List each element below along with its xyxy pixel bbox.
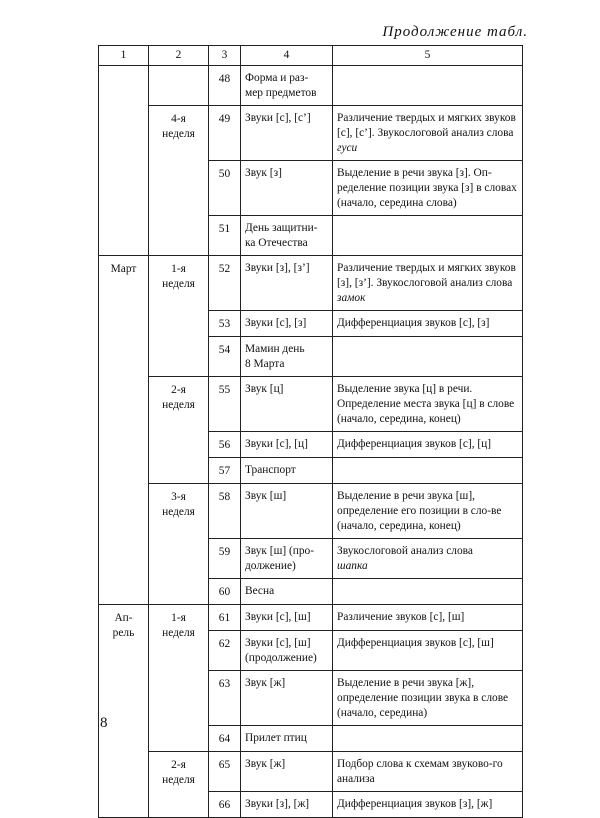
- week-cell: 1-я неделя: [149, 256, 209, 377]
- lesson-task: [333, 539, 523, 579]
- month-cell: Ап- рель: [99, 605, 149, 818]
- header-col-3: 3: [209, 46, 241, 66]
- table-row: [99, 256, 523, 311]
- lesson-topic: Звук [з]: [241, 161, 333, 216]
- lesson-topic: Звуки [с], [ш] (продолжение): [241, 631, 333, 671]
- lesson-topic: Мамин день 8 Марта: [241, 337, 333, 377]
- lesson-number: 57: [209, 458, 241, 484]
- month-cell: Март: [99, 256, 149, 605]
- lesson-task: Выделение звука [ц] в речи. Определение места звука [ц] в слове (начало, середина, конец): [333, 377, 523, 432]
- lesson-topic: Звук [ц]: [241, 377, 333, 432]
- lesson-number: 63: [209, 671, 241, 726]
- lesson-number: 65: [209, 752, 241, 792]
- lesson-topic: Звуки [с], [з]: [241, 311, 333, 337]
- lesson-number: 64: [209, 726, 241, 752]
- lesson-topic: Транспорт: [241, 458, 333, 484]
- lesson-topic: Звук [ж]: [241, 671, 333, 726]
- lesson-task: Подбор слова к схемам звуково-го анализа: [333, 752, 523, 792]
- task-word: замок: [337, 292, 366, 304]
- week-cell: 2-я неделя: [149, 752, 209, 818]
- lesson-topic: Звук [ж]: [241, 752, 333, 792]
- lesson-task: Дифференциация звуков [с], [ш]: [333, 631, 523, 671]
- lesson-plan-table: [98, 45, 523, 818]
- lesson-task: [333, 106, 523, 161]
- lesson-number: 55: [209, 377, 241, 432]
- lesson-task: Различение звуков [с], [ш]: [333, 605, 523, 631]
- week-cell: 4-я неделя: [149, 106, 209, 256]
- table-row: [99, 377, 523, 432]
- week-cell: 2-я неделя: [149, 377, 209, 484]
- lesson-task: Дифференциация звуков [с], [з]: [333, 311, 523, 337]
- lesson-task: [333, 726, 523, 752]
- lesson-topic: День защитни- ка Отечества: [241, 216, 333, 256]
- header-col-5: 5: [333, 46, 523, 66]
- task-text: Различение твердых и мягких звуков [с], [с’]. Звукослоговой анализ слова: [337, 112, 516, 139]
- task-word: шапка: [337, 560, 368, 572]
- lesson-number: 59: [209, 539, 241, 579]
- lesson-task: Дифференциация звуков [з], [ж]: [333, 792, 523, 818]
- lesson-topic: Звуки [з], [ж]: [241, 792, 333, 818]
- header-col-2: 2: [149, 46, 209, 66]
- header-row: [99, 46, 523, 66]
- lesson-topic: Звук [ш]: [241, 484, 333, 539]
- header-col-4: 4: [241, 46, 333, 66]
- task-text: Звукослоговой анализ слова: [337, 545, 473, 557]
- lesson-number: 58: [209, 484, 241, 539]
- month-cell-empty: [99, 66, 149, 256]
- lesson-topic: Звуки [с], [ш]: [241, 605, 333, 631]
- week-cell: 3-я неделя: [149, 484, 209, 605]
- week-cell: 1-я неделя: [149, 605, 209, 752]
- header-col-1: 1: [99, 46, 149, 66]
- lesson-topic: Звуки [с], [с’]: [241, 106, 333, 161]
- lesson-task: [333, 579, 523, 605]
- table-row: [99, 66, 523, 106]
- lesson-number: 66: [209, 792, 241, 818]
- lesson-task: [333, 256, 523, 311]
- table-row: [99, 605, 523, 631]
- lesson-number: 53: [209, 311, 241, 337]
- lesson-number: 60: [209, 579, 241, 605]
- lesson-task: Выделение в речи звука [ш], определение его позиции в сло-ве (начало, середина, конец): [333, 484, 523, 539]
- page-number: 8: [100, 715, 108, 731]
- lesson-task: [333, 458, 523, 484]
- lesson-topic: Звуки [с], [ц]: [241, 432, 333, 458]
- task-word: гуси: [337, 142, 358, 154]
- week-cell-empty: [149, 66, 209, 106]
- lesson-number: 48: [209, 66, 241, 106]
- lesson-number: 62: [209, 631, 241, 671]
- lesson-task: Дифференциация звуков [с], [ц]: [333, 432, 523, 458]
- lesson-topic: Форма и раз- мер предметов: [241, 66, 333, 106]
- lesson-task: Выделение в речи звука [з]. Оп-ределение позиции звука [з] в словах (начало, середина слова): [333, 161, 523, 216]
- continuation-label: Продолжение табл.: [382, 24, 528, 40]
- table-row: [99, 484, 523, 539]
- lesson-number: 49: [209, 106, 241, 161]
- lesson-number: 56: [209, 432, 241, 458]
- lesson-topic: Звуки [з], [з’]: [241, 256, 333, 311]
- lesson-number: 61: [209, 605, 241, 631]
- lesson-number: 54: [209, 337, 241, 377]
- task-text: Различение твердых и мягких звуков [з], [з’]. Звукослоговой анализ слова: [337, 262, 516, 289]
- lesson-task: [333, 337, 523, 377]
- lesson-number: 52: [209, 256, 241, 311]
- lesson-number: 51: [209, 216, 241, 256]
- lesson-task: [333, 216, 523, 256]
- lesson-topic: Звук [ш] (про- должение): [241, 539, 333, 579]
- lesson-topic: Весна: [241, 579, 333, 605]
- table-row: [99, 752, 523, 792]
- lesson-topic: Прилет птиц: [241, 726, 333, 752]
- table-row: [99, 106, 523, 161]
- lesson-number: 50: [209, 161, 241, 216]
- lesson-task: [333, 66, 523, 106]
- lesson-task: Выделение в речи звука [ж], определение позиции звука в слове (начало, середина): [333, 671, 523, 726]
